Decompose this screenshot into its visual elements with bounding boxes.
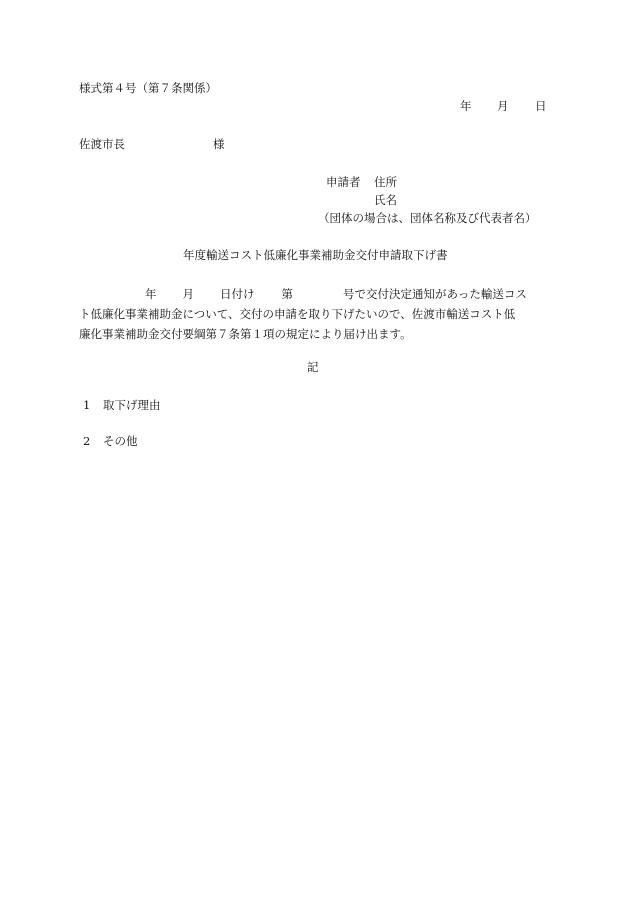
applicant-address-label: 住所 xyxy=(374,175,397,189)
item-number: 1 xyxy=(83,398,91,412)
body-month: 月 xyxy=(182,287,194,301)
item-number: 2 xyxy=(83,434,91,448)
date-month: 月 xyxy=(497,99,509,113)
form-number: 様式第４号（第７条関係） xyxy=(79,81,217,95)
applicant-group-note: （団体の場合は、団体名称及び代表者名） xyxy=(318,211,537,225)
body-line-1 xyxy=(79,284,551,304)
body-paragraph xyxy=(79,284,551,344)
document-title: 年度輸送コスト低廉化事業補助金交付申請取下げ書 xyxy=(183,248,448,262)
applicant-role: 申請者 xyxy=(326,175,361,189)
date-day: 日 xyxy=(535,99,547,113)
body-line-3: 廉化事業補助金交付要綱第７条第１項の規定により届け出ます。 xyxy=(79,327,412,341)
body-line-2: ト低廉化事業補助金について、交付の申請を取り下げたいので、佐渡市輸送コスト低 xyxy=(79,307,516,321)
date-year: 年 xyxy=(460,99,472,113)
addressee-honorific: 様 xyxy=(213,137,225,151)
body-number-prefix: 第 xyxy=(281,287,293,301)
addressee-name: 佐渡市長 xyxy=(79,137,125,151)
body-dated: 日付け xyxy=(220,287,255,301)
body-line-1-text: 号で交付決定通知があった輸送コス xyxy=(343,287,527,301)
body-year: 年 xyxy=(145,287,157,301)
item-label: 取下げ理由 xyxy=(103,398,161,412)
item-label: その他 xyxy=(103,434,138,448)
ki-heading: 記 xyxy=(307,360,319,374)
applicant-name-label: 氏名 xyxy=(374,193,397,207)
